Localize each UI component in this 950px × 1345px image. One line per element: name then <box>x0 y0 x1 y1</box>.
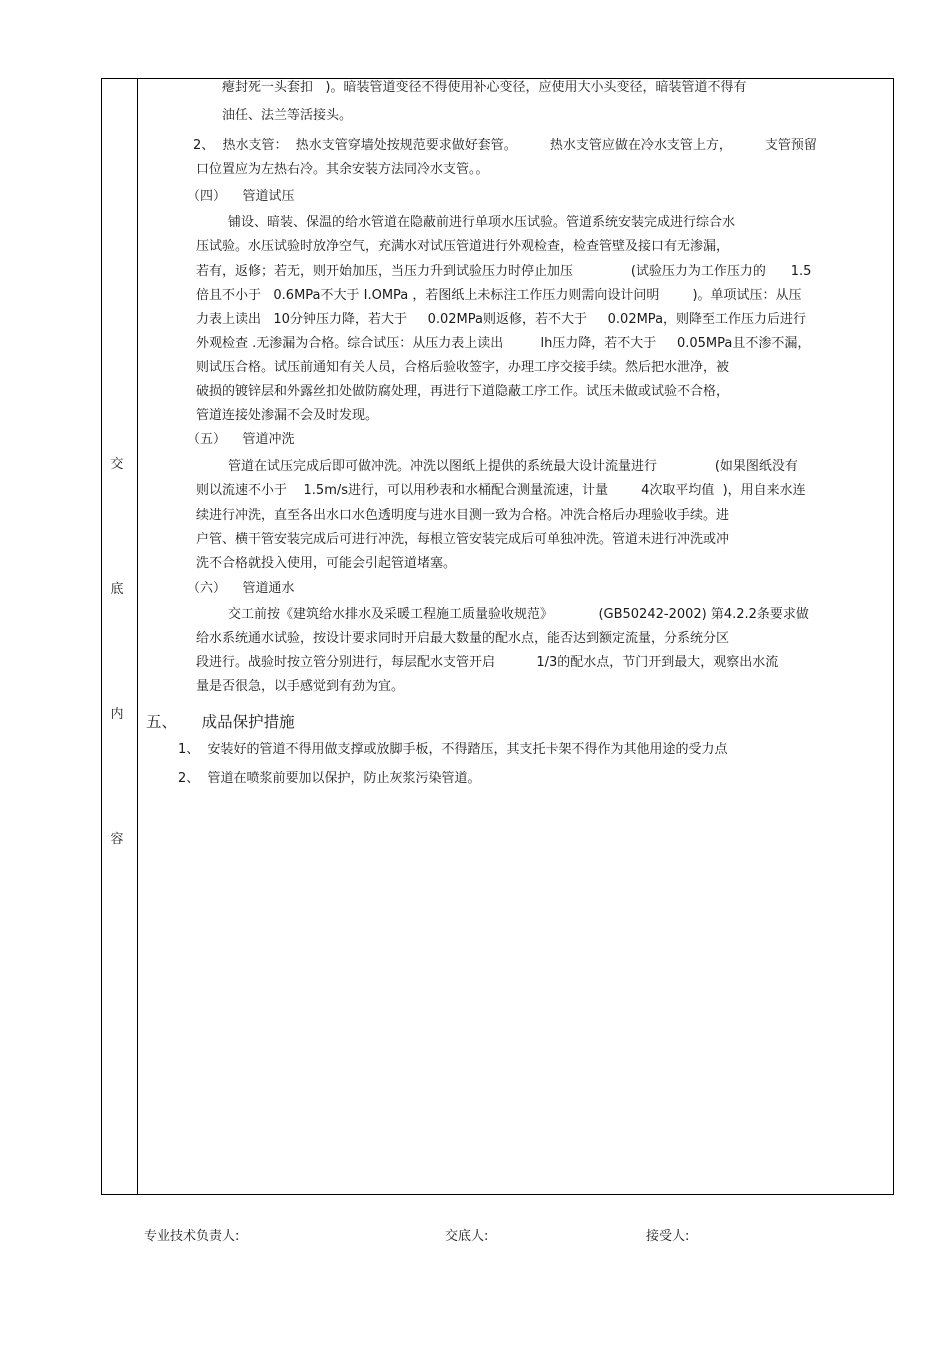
body-line: 管道在试压完成后即可做冲洗。冲洗以图纸上提供的系统最大设计流量进行 (如果图纸没有 <box>228 459 798 474</box>
signature-receiver: 接受人: <box>646 1229 690 1244</box>
body-line: 压试验。水压试验时放净空气，充满水对试压管道进行外观检查，检查管壁及接口有无渗漏， <box>196 239 730 254</box>
body-line: 铺设、暗装、保温的给水管道在隐蔽前进行单项水压试验。管道系统安装完成进行综合水 <box>228 215 736 230</box>
body-line: 给水系统通水试验，按设计要求同时开启最大数量的配水点，能否达到额定流量，分系统分区 <box>196 631 730 646</box>
body-line: 户管、横干管安装完成后可进行冲洗，每根立管安装完成后可单独冲洗。管道未进行冲洗或冲 <box>196 532 730 547</box>
side-label-char: 底 <box>110 582 124 597</box>
body-line: 交工前按《建筑给水排水及采暖工程施工质量验收规范》 (GB50242-2002) 第4.2.2条要求做 <box>228 607 809 622</box>
body-line: 洗不合格就投入使用，可能会引起管道堵塞。 <box>196 556 457 571</box>
side-label-char: 交 <box>110 457 124 472</box>
body-line: 则以流速不小于 1.5m/s进行，可以用秒表和水桶配合测量流速，计量 4次取平均值 )，用自来水连 <box>196 483 806 498</box>
side-label-char: 容 <box>110 832 124 847</box>
body-line: 续进行冲洗，直至各出水口水色透明度与进水目测一致为合格。冲洗合格后办理验收手续。进 <box>196 508 730 523</box>
body-line: 瘪封死一头套扣 )。暗装管道变径不得使用补心变径，应使用大小头变径，暗装管道不得有 <box>222 80 747 95</box>
body-line: 力表上读出 10分钟压力降，若大于 0.02MPa则返修，若不大于 0.02MPa，则降至工作压力后进行 <box>196 312 807 327</box>
list-item: 2、 管道在喷浆前要加以保护，防止灰浆污染管道。 <box>178 771 481 786</box>
body-line: 管道连接处渗漏不会及时发现。 <box>196 408 379 423</box>
column-divider <box>137 78 138 1195</box>
list-item: 1、 安装好的管道不得用做支撑或放脚手板，不得踏压，其支托卡架不得作为其他用途的受力点 <box>178 742 728 757</box>
section-heading: 五、 成品保护措施 <box>146 713 295 731</box>
signature-briefer: 交底人: <box>445 1229 489 1244</box>
subsection-heading: （四） 管道试压 <box>187 189 295 204</box>
side-label-char: 内 <box>110 707 124 722</box>
body-line: 油任、法兰等活接头。 <box>222 108 353 123</box>
subsection-heading: （五） 管道冲洗 <box>187 432 295 447</box>
body-line: 量是否很急，以手感觉到有劲为宜。 <box>196 679 405 694</box>
signature-tech-lead: 专业技术负责人: <box>144 1229 240 1244</box>
body-line: 口位置应为左热右冷。其余安装方法同冷水支管。。 <box>196 162 489 177</box>
body-line: 倍且不小于 0.6MPa不大于 I.OMPa ，若图纸上未标注工作压力则需向设计问明 )。单项试压：从压 <box>196 288 802 303</box>
body-line: 则试压合格。试压前通知有关人员，合格后验收签字，办理工序交接手续。然后把水泄净，被 <box>196 360 730 375</box>
body-line: 若有，返修；若无，则开始加压，当压力升到试验压力时停止加压 (试验压力为工作压力的 1.5 <box>196 264 812 279</box>
body-line: 2、 热水支管： 热水支管穿墙处按规范要求做好套管。 热水支管应做在冷水支管上方， 支管预留 <box>193 138 817 153</box>
body-line: 破损的镀锌层和外露丝扣处做防腐处理，再进行下道隐蔽工序工作。试压未做或试验不合格， <box>196 384 730 399</box>
body-line: 外观检查 .无渗漏为合格。综合试压：从压力表上读出 lh压力降，若不大于 0.05MPa且不渗不漏， <box>196 336 811 351</box>
subsection-heading: （六） 管道通水 <box>187 581 295 596</box>
body-line: 段进行。战验时按立管分别进行，每层配水支管开启 1/3的配水点，节门开到最大，观察出水流 <box>196 655 779 670</box>
